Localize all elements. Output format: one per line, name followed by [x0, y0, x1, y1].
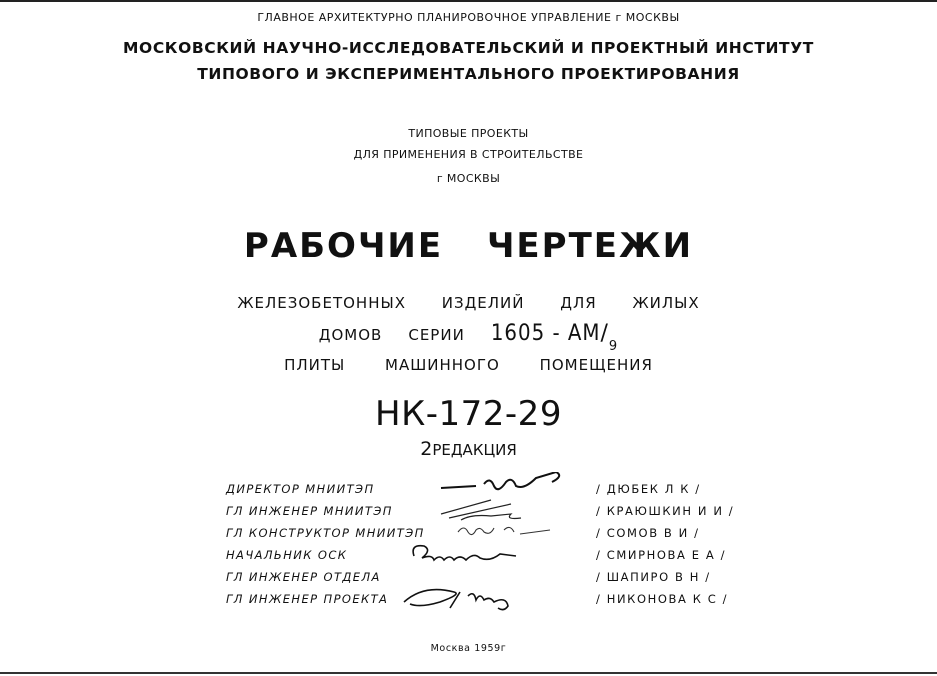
- top-edge-line: [0, 0, 937, 2]
- document-title: РАБОЧИЕ ЧЕРТЕЖИ: [243, 226, 694, 266]
- handwritten-signature: [398, 582, 528, 614]
- signatory-position: ДИРЕКТОР МНИИТЭП: [226, 482, 375, 496]
- signatory-name: / НИКОНОВА К С /: [596, 592, 728, 606]
- edition-label: [0, 438, 937, 460]
- place-and-year: Москва 1959г: [430, 643, 507, 654]
- document-code: НК-172-29: [375, 394, 562, 434]
- signatory-position: НАЧАЛЬНИК ОСК: [226, 548, 348, 562]
- signature-block: [226, 478, 786, 610]
- signatory-position: ГЛ ИНЖЕНЕР МНИИТЭП: [226, 504, 393, 518]
- edition-number: 2: [420, 438, 433, 460]
- signatory-position: ГЛ ИНЖЕНЕР ОТДЕЛА: [226, 570, 381, 584]
- institute-name-line2: ТИПОВОГО И ЭКСПЕРИМЕНТАЛЬНОГО ПРОЕКТИРОВАНИЯ: [197, 65, 740, 83]
- institute-name-line1: МОСКОВСКИЙ НАУЧНО-ИССЛЕДОВАТЕЛЬСКИЙ И ПРОЕКТНЫЙ ИНСТИТУТ: [123, 39, 814, 57]
- edition-text: РЕДАКЦИЯ: [432, 441, 517, 459]
- subtitle-line1: ЖЕЛЕЗОБЕТОННЫХ ИЗДЕЛИЙ ДЛЯ ЖИЛЫХ: [237, 294, 700, 312]
- ministry-heading: ГЛАВНОЕ АРХИТЕКТУРНО ПЛАНИРОВОЧНОЕ УПРАВЛЕНИЕ г МОСКВЫ: [257, 11, 680, 24]
- signature-row: [226, 588, 786, 610]
- signatory-name: / КРАЮШКИН И И /: [596, 504, 734, 518]
- series-number: 1605 - АМ: [490, 321, 601, 346]
- signatory-position: ГЛ ИНЖЕНЕР ПРОЕКТА: [226, 592, 389, 606]
- typical-projects-line1: ТИПОВЫЕ ПРОЕКТЫ: [408, 127, 529, 140]
- subtitle-line2: [0, 321, 937, 354]
- subtitle-word-series: СЕРИИ: [408, 326, 465, 344]
- subtitle-line3: ПЛИТЫ МАШИННОГО ПОМЕЩЕНИЯ: [284, 356, 653, 374]
- signatory-position: ГЛ КОНСТРУКТОР МНИИТЭП: [226, 526, 425, 540]
- signatory-name: / СМИРНОВА Е А /: [596, 548, 726, 562]
- signature-row: [226, 544, 786, 566]
- signatory-name: / ДЮБЕК Л К /: [596, 482, 701, 496]
- signatory-name: / ШАПИРО В Н /: [596, 570, 711, 584]
- series-index: 9: [608, 339, 619, 354]
- handwritten-signature: [408, 538, 538, 568]
- signatory-name: / СОМОВ В И /: [596, 526, 700, 540]
- series-slash: /: [600, 321, 609, 346]
- subtitle-word-houses: ДОМОВ: [318, 326, 383, 344]
- bottom-edge-line: [0, 672, 937, 674]
- typical-projects-line3: г МОСКВЫ: [436, 172, 501, 185]
- typical-projects-line2: ДЛЯ ПРИМЕНЕНИЯ В СТРОИТЕЛЬСТВЕ: [353, 148, 584, 161]
